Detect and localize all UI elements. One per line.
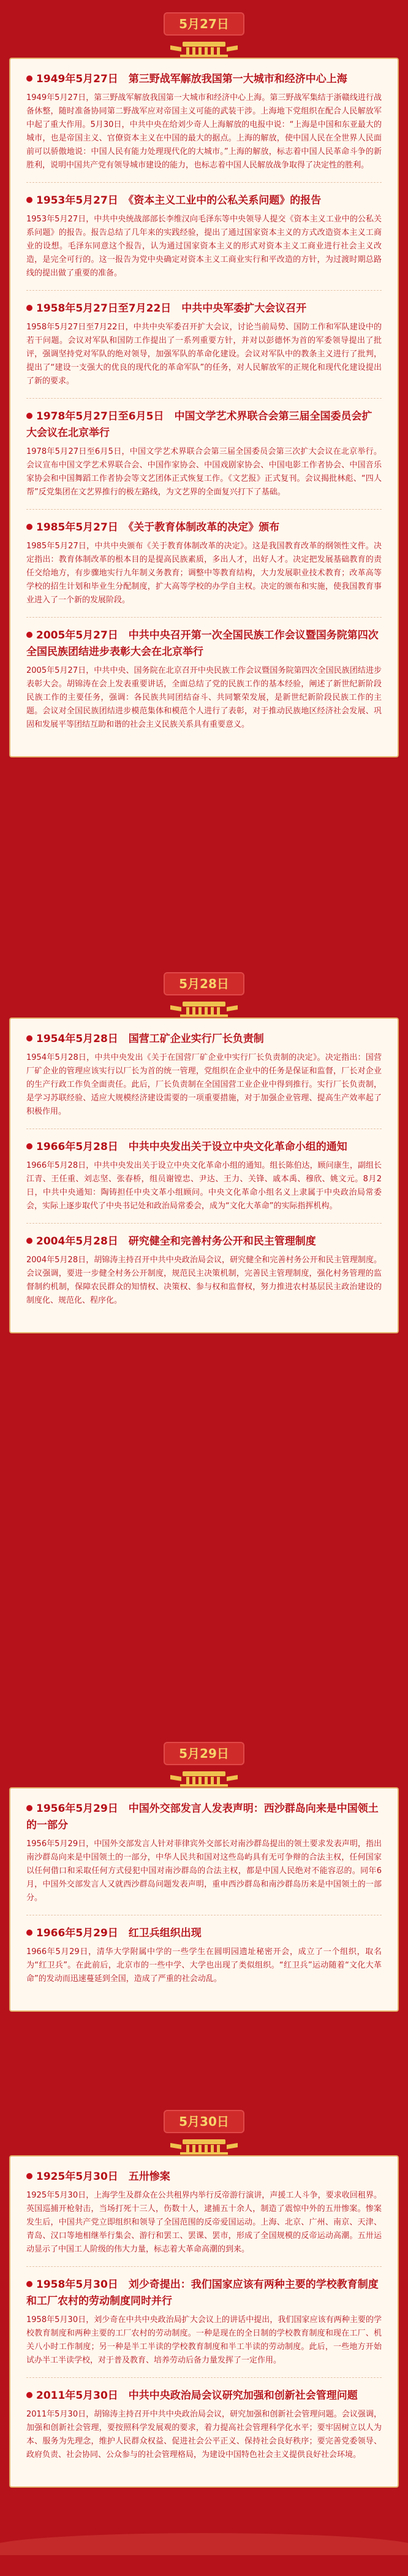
event-title: 1925年5月30日 五卅惨案 <box>36 2171 170 2183</box>
event-title-row <box>26 1139 382 1156</box>
tiananmen-icon <box>170 1771 238 1787</box>
event-entry <box>26 408 382 499</box>
event-body: 1966年5月29日，清华大学附属中学的一些学生在圆明园遗址秘密开会，成立了一个组织，取名为“红卫兵”。在此前后，北京市的一些中学、大学也出现了类似组织。“红卫兵”运动随着“文化大革命”的发动而迅速蔓延到全国，造成了严重的社会动乱。 <box>26 1947 382 1984</box>
bullet-dot-icon <box>26 413 32 419</box>
bullet-dot-icon <box>26 1035 32 1041</box>
bullet-dot-icon <box>26 2281 32 2287</box>
bullet-dot-icon <box>26 1805 32 1811</box>
event-title-row <box>26 1925 382 1942</box>
entry-divider <box>26 509 382 510</box>
event-entry <box>26 301 382 388</box>
event-title-row <box>26 71 382 88</box>
tiananmen-icon <box>170 2139 238 2155</box>
event-body: 1956年5月29日，中国外交部发言人针对菲律宾外交部长对南沙群岛提出的领土要求发表声明，指出南沙群岛向来是中国领土的一部分，中华人民共和国对这些岛屿具有无可争辩的合法主权，任何国家以任何借口和采取任何方式侵犯中国对南沙群岛的合法主权，都是中国人民绝对不能容忍的。同年6月，中国外交部发言人又就西沙群岛问题发表声明，重申西沙群岛和南沙群岛历来是中国领土的一部分。 <box>26 1839 382 1903</box>
entry-divider <box>26 182 382 183</box>
event-title-row <box>26 193 382 209</box>
events-card <box>9 2155 399 2488</box>
bullet-dot-icon <box>26 1238 32 1244</box>
event-entry <box>26 71 382 172</box>
bullet-dot-icon <box>26 2392 32 2398</box>
event-title: 1954年5月28日 国营工矿企业实行厂长负责制 <box>36 1033 264 1045</box>
entry-divider <box>26 1223 382 1224</box>
event-entry <box>26 1233 382 1308</box>
event-title-row <box>26 2388 382 2404</box>
event-entry <box>26 193 382 280</box>
bullet-dot-icon <box>26 197 32 203</box>
bullet-dot-icon <box>26 524 32 530</box>
bullet-dot-icon <box>26 632 32 638</box>
entry-divider <box>26 2377 382 2378</box>
event-body: 1966年5月28日，中共中央发出关于设立中央文化革命小组的通知。组长陈伯达，顾问康生，副组长江青、王任重、刘志坚、张春桥，组员谢镗忠、尹达、王力、关锋、戚本禹、穆欣、姚文元。8月2日，中共中央通知：陶铸担任中央文革小组顾问。中央文化革命小组名义上隶属于中央政治局常委会，实际上逐步取代了中央书记处和政治局常委会，成为“文化大革命”的实际指挥机构。 <box>26 1161 382 1211</box>
event-body: 1958年5月27日至7月22日，中共中央军委召开扩大会议，讨论当前局势、国防工作和军队建设中的若干问题。会议对军队和国防工作提出了一系列重要方针，并对以彭德怀为首的军委领导提出了批评，强调坚持党对军队的绝对领导，加强军队的革命化建设。会议对军队中的教条主义进行了批判，提出了“建设一支强大的优良的现代化的革命军队”的任务，对人民解放军的正规化和现代化建设提出了新的要求。 <box>26 323 382 386</box>
event-title: 1949年5月27日 第三野战军解放我国第一大城市和经济中心上海 <box>36 73 347 85</box>
tiananmen-icon <box>170 1002 238 1018</box>
footer-band <box>0 2555 408 2576</box>
event-title: 1958年5月30日 刘少奇提出：我们国家应该有两种主要的学校教育制度和工厂农村的劳动制度同时并行 <box>26 2279 379 2307</box>
event-entry <box>26 1031 382 1119</box>
event-entry <box>26 1801 382 1905</box>
event-title: 2005年5月27日 中共中央召开第一次全国民族工作会议暨国务院第四次全国民族团结进步表彰大会在北京举行 <box>26 629 379 658</box>
date-section <box>0 972 408 1333</box>
event-body: 1954年5月28日，中共中央发出《关于在国营厂矿企业中实行厂长负责制的决定》。决定指出：国营厂矿企业的管理应该实行以厂长为首的统一管理，党组织在企业中的任务是保证和监督，厂长对企业的生产行政工作负全面责任。此后，厂长负责制在全国国营工业企业中得到推行。实行厂长负责制，是学习苏联经验、适应大规模经济建设需要的一项重要措施，对于加强企业管理、提高生产效率起了积极作用。 <box>26 1053 382 1116</box>
event-title: 1978年5月27日至6月5日 中国文学艺术界联合会第三届全国委员会扩大会议在北京举行 <box>26 410 372 439</box>
event-entry <box>26 2169 382 2256</box>
entry-divider <box>26 398 382 399</box>
bullet-dot-icon <box>26 1930 32 1936</box>
event-title: 1953年5月27日 《资本主义工业中的公私关系问题》的报告 <box>36 194 322 207</box>
date-section <box>0 1742 408 2012</box>
event-title-row <box>26 519 382 536</box>
event-title-row <box>26 1031 382 1048</box>
event-entry <box>26 1139 382 1213</box>
event-title: 2004年5月28日 研究健全和完善村务公开和民主管理制度 <box>36 1235 316 1248</box>
date-section <box>0 2110 408 2488</box>
event-body: 1925年5月30日，上海学生及群众在公共租界内举行反帝游行演讲，声援工人斗争，要求收回租界。英国巡捕开枪射击，当场打死十三人，伤数十人，逮捕五十余人，制造了震惊中外的五卅惨案。惨案发生后，中国共产党立即组织和领导了全国范围的反帝爱国运动。上海、北京、广州、南京、天津、青岛、汉口等地相继举行集会、游行和罢工、罢课、罢市，形成了全国规模的反帝运动高潮。五卅运动显示了中国工人阶级的伟大力量，标志着大革命高潮的到来。 <box>26 2191 382 2254</box>
event-title-row <box>26 301 382 317</box>
events-card <box>9 1018 399 1333</box>
event-body: 1958年5月30日，刘少奇在中共中央政治局扩大会议上的讲话中提出，我们国家应该有两种主要的学校教育制度和两种主要的工厂农村的劳动制度。一种是现在的全日制的学校教育制度和现在工厂、机关八小时工作制度；另一种是半工半读的学校教育制度和半工半读的劳动制度。此后，一些地方开始试办半工半读学校，对于普及教育、培养劳动后备力量发挥了一定作用。 <box>26 2315 382 2365</box>
bullet-dot-icon <box>26 75 32 82</box>
entry-divider <box>26 290 382 291</box>
footer-decoration <box>0 2533 408 2576</box>
event-title-row <box>26 1233 382 1250</box>
bullet-dot-icon <box>26 1143 32 1149</box>
event-title: 1956年5月29日 中国外交部发言人发表声明：西沙群岛向来是中国领土的一部分 <box>26 1803 379 1831</box>
events-card <box>9 58 399 757</box>
event-title: 1966年5月29日 红卫兵组织出现 <box>36 1927 202 1939</box>
date-label: 5月30日 <box>164 2110 244 2133</box>
date-label: 5月28日 <box>164 972 244 995</box>
event-entry <box>26 2388 382 2462</box>
event-title: 1958年5月27日至7月22日 中共中央军委扩大会议召开 <box>36 302 307 315</box>
event-body: 1985年5月27日，中共中央颁布《关于教育体制改革的决定》。这是我国教育改革的纲领性文件。决定指出：教育体制改革的根本目的是提高民族素质，多出人才，出好人才。决定把发展基础教育的责任交给地方，有步骤地实行九年制义务教育；调整中等教育结构，大力发展职业技术教育；改革高等学校的招生计划和毕业生分配制度，扩大高等学校的办学自主权。决定的颁布和实施，使我国教育事业进入了一个新的发展阶段。 <box>26 542 382 605</box>
event-entry <box>26 627 382 732</box>
bullet-dot-icon <box>26 2173 32 2179</box>
event-title-row <box>26 2277 382 2310</box>
event-title: 1966年5月28日 中共中央发出关于设立中央文化革命小组的通知 <box>36 1141 347 1153</box>
event-entry <box>26 1925 382 1986</box>
date-label: 5月29日 <box>164 1742 244 1765</box>
date-label: 5月27日 <box>164 12 244 36</box>
event-title-row <box>26 408 382 442</box>
events-card <box>9 1787 399 2012</box>
event-body: 2011年5月30日，胡锦涛主持召开中共中央政治局会议，研究加强和创新社会管理问题。会议强调，加强和创新社会管理，要按照科学发展观的要求，着力提高社会管理科学化水平；要牢固树立以人为本、服务为先理念，维护人民群众权益、促进社会公平正义、保持社会良好秩序；要完善党委领导、政府负责、社会协同、公众参与的社会管理格局，为建设中国特色社会主义提供良好社会环境。 <box>26 2410 382 2459</box>
event-title-row <box>26 1801 382 1834</box>
entry-divider <box>26 2266 382 2267</box>
event-body: 1949年5月27日，第三野战军解放我国第一大城市和经济中心上海。第三野战军集结于浙赣线进行战备休整，随时准备协同第二野战军应对帝国主义可能的武装干涉。上海地下党组织在配合人民解放军中起了重大作用。5月30日，中共中央在给刘少奇人上海解放的电报中说：“上海是中国和东亚最大的城市，也是帝国主义、官僚资本主义在中国的最大的据点。上海的解放，使中国人民在全世界人民面前可以骄傲地说：中国人民有能力处理现代化的大城市。”上海的解放，标志着中国人民革命斗争的新胜利，说明中国共产党有领导城市建设的能力，也标志着中国人民解放战争取得了决定性的胜利。 <box>26 93 382 170</box>
event-entry <box>26 2277 382 2367</box>
event-title: 2011年5月30日 中共中央政治局会议研究加强和创新社会管理问题 <box>36 2390 358 2402</box>
event-title: 1985年5月27日 《关于教育体制改革的决定》颁布 <box>36 521 280 534</box>
event-title-row <box>26 627 382 661</box>
event-title-row <box>26 2169 382 2185</box>
event-body: 1978年5月27日至6月5日，中国文学艺术界联合会第三届全国委员会第三次扩大会议在北京举行。会议宣布中国文学艺术界联合会、中国作家协会、中国戏剧家协会、中国电影工作者协会、中国音乐家协会和中国舞蹈工作者协会等文艺团体正式恢复工作。《文艺报》正式复刊。会议揭批林彪、“四人帮”反党集团在文艺界推行的极左路线，为文艺界的全面复兴打下了基础。 <box>26 447 382 497</box>
bullet-dot-icon <box>26 305 32 311</box>
event-body: 1953年5月27日，中共中央统战部部长李维汉向毛泽东等中央领导人提交《资本主义工业中的公私关系问题》的报告。报告总结了几年来的实践经验，提出了通过国家资本主义的方式改造资本主义工商业的设想。毛泽东同意这个报告，认为通过国家资本主义的形式对资本主义工商业进行社会主义改造，是完全可行的。这一报告为党中央确定对资本主义工商业实行和平改造的方针，为过渡时期总路线的提出做了重要的准备。 <box>26 215 382 278</box>
event-body: 2005年5月27日，中共中央、国务院在北京召开中央民族工作会议暨国务院第四次全国民族团结进步表彰大会。胡锦涛在会上发表重要讲话，全面总结了党的民族工作的基本经验，阐述了新世纪新阶段民族工作的主要任务，强调：各民族共同团结奋斗、共同繁荣发展，是新世纪新阶段民族工作的主题。会议对全国民族团结进步模范集体和模范个人进行了表彰，对于推动民族地区经济社会发展、巩固和发展平等团结互助和谐的社会主义民族关系具有重要意义。 <box>26 666 382 729</box>
entry-divider <box>26 617 382 618</box>
event-entry <box>26 519 382 607</box>
tiananmen-icon <box>170 42 238 58</box>
event-body: 2004年5月28日，胡锦涛主持召开中共中央政治局会议，研究健全和完善村务公开和民主管理制度。会议强调，要进一步健全村务公开制度，规范民主决策机制，完善民主管理制度，强化村务管理的监督制约机制，保障农民群众的知情权、决策权、参与权和监督权，努力推进农村基层民主政治建设的制度化、规范化、程序化。 <box>26 1255 382 1305</box>
date-section <box>0 12 408 757</box>
